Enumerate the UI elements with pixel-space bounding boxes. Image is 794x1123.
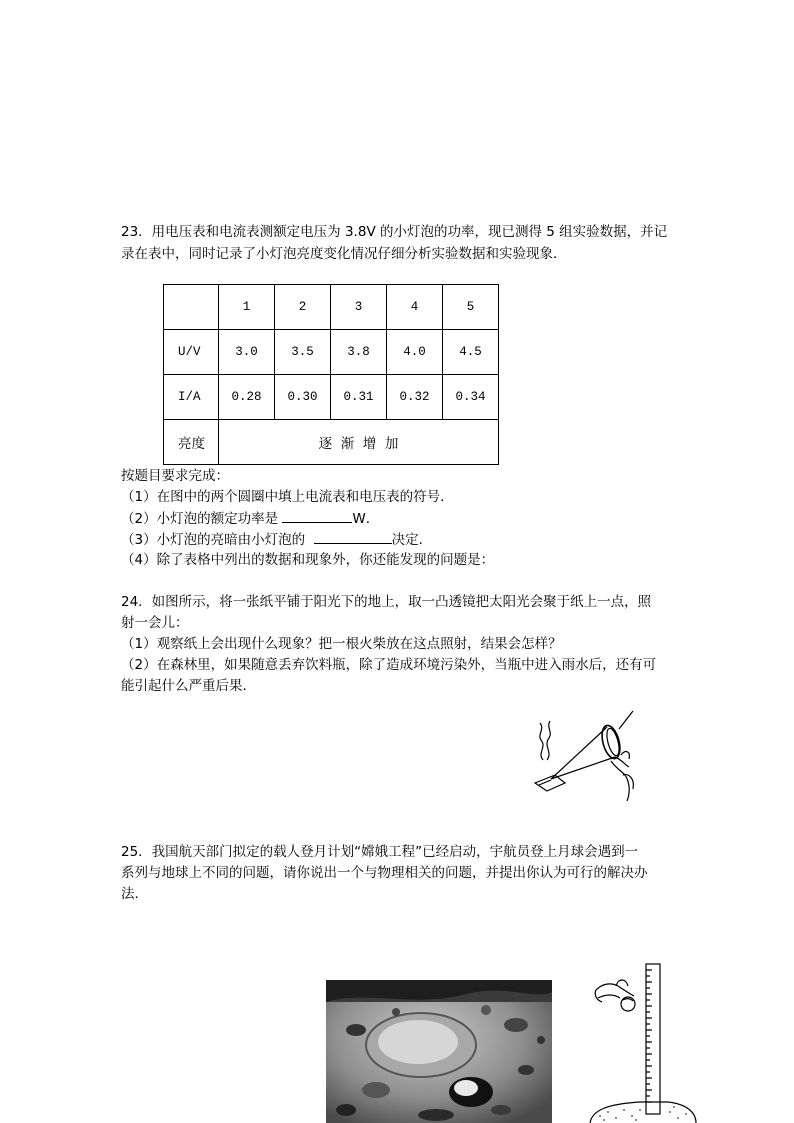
table-row <box>164 420 499 465</box>
data-table <box>163 284 499 465</box>
col-header: 1 <box>219 285 275 330</box>
q23-line-2: 录在表中，同时记录了小灯泡亮度变化情况仔细分析实验数据和实验现象． <box>121 246 567 262</box>
q24-line-1: 24．如图所示，将一张纸平铺于阳光下的地上，取一凸透镜把太阳光会聚于纸上一点，照 <box>121 594 652 610</box>
q24-line-2: 射一会儿： <box>121 615 189 631</box>
answer-blank-power[interactable] <box>282 508 352 523</box>
table-cell: 0.30 <box>275 375 331 420</box>
q24-part-1: （1）观察纸上会出现什么现象？把一根火柴放在这点照射，结果会怎样？ <box>121 636 562 652</box>
table-cell: 4.5 <box>443 330 499 375</box>
col-header: 5 <box>443 285 499 330</box>
table-cell: 4.0 <box>387 330 443 375</box>
col-header: 4 <box>387 285 443 330</box>
q23-part-2-text: （2）小灯泡的额定功率是 <box>121 511 283 527</box>
q23-part-3 <box>121 529 432 550</box>
q23-line-1: 23．用电压表和电流表测额定电压为 3.8V 的小灯泡的功率，现已测得 5 组实验数据，并记 <box>121 224 668 240</box>
q24-part-2b: 能引起什么严重后果． <box>121 678 256 694</box>
ruler-drop-illustration <box>588 960 698 1123</box>
table-row <box>164 330 499 375</box>
table-row <box>164 375 499 420</box>
q23-intro: 按题目要求完成： <box>121 468 229 484</box>
q23-part-1: （1）在图中的两个圆圈中填上电流表和电压表的符号． <box>121 489 454 505</box>
table-cell: 0.32 <box>387 375 443 420</box>
brightness-value: 逐 渐 增 加 <box>219 420 499 465</box>
col-header: 3 <box>331 285 387 330</box>
table-cell: 0.31 <box>331 375 387 420</box>
q25-line-2: 系列与地球上不同的问题，请你说出一个与物理相关的问题，并提出你认为可行的解决办 <box>121 865 648 881</box>
table-row <box>164 285 499 330</box>
table-cell: 3.5 <box>275 330 331 375</box>
answer-blank-brightness[interactable] <box>314 529 392 544</box>
row-label-voltage: U/V <box>164 330 219 375</box>
q23-part-2 <box>121 508 379 529</box>
moon-surface-photo <box>326 980 552 1123</box>
table-corner-cell <box>164 285 219 330</box>
magnifying-lens-illustration <box>525 705 640 805</box>
table-cell: 0.28 <box>219 375 275 420</box>
q25-line-1: 25．我国航天部门拟定的载人登月计划“嫦娥工程”已经启动，宇航员登上月球会遇到一 <box>121 844 639 860</box>
q23-part-4: （4）除了表格中列出的数据和现象外，你还能发现的问题是： <box>121 552 495 568</box>
row-label-current: I/A <box>164 375 219 420</box>
table-cell: 0.34 <box>443 375 499 420</box>
table-cell: 3.8 <box>331 330 387 375</box>
q24-part-2a: （2）在森林里，如果随意丢弃饮料瓶，除了造成环境污染外，当瓶中进入雨水后，还有可 <box>121 657 657 673</box>
row-label-brightness: 亮度 <box>164 420 219 465</box>
q23-part-3-end: 决定． <box>391 532 433 548</box>
q25-line-3: 法． <box>121 886 148 902</box>
col-header: 2 <box>275 285 331 330</box>
table-cell: 3.0 <box>219 330 275 375</box>
q23-part-2-unit: W． <box>352 511 380 527</box>
q23-part-3-text: （3）小灯泡的亮暗由小灯泡的 <box>121 532 314 548</box>
